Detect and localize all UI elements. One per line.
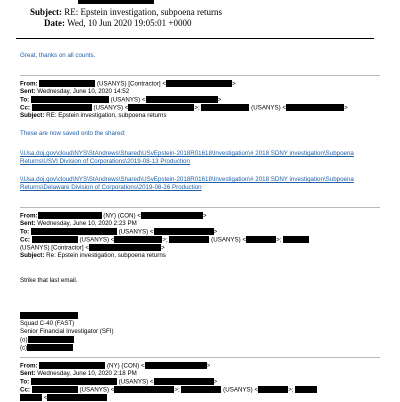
redaction <box>166 80 232 87</box>
redaction <box>128 104 194 111</box>
header-date-label: Date: <box>44 18 65 28</box>
msg1-link1-line2[interactable]: Returns\USVI Division of Corporations\2019-08-13 Production <box>20 158 190 165</box>
redaction <box>32 236 78 243</box>
redaction <box>145 362 207 369</box>
msg1-sent-line: Sent: Wednesday, June 10, 2020 14:52 <box>20 88 130 95</box>
signature-office-phone: (o) <box>20 336 74 344</box>
header-subject-row <box>30 7 222 18</box>
msg1-subject-line: Subject: RE: Epstein investigation, subpoena returns <box>20 112 167 119</box>
msg1-link1-line1[interactable]: \\Usa.doj.gov\cloud\NYS\StAndrews\Shared\USvEpstein-2018R01618\Investigation\# 2018 SDNY investigation\Subpoena <box>20 150 354 157</box>
signature-title: Senior Financial Investigator (SFI) <box>20 328 114 335</box>
signature-cell-phone: (c) <box>20 344 73 352</box>
redaction <box>295 386 317 393</box>
redaction <box>27 344 73 351</box>
redaction <box>146 96 218 103</box>
signature-squad: Squad C-40 (FAST) <box>20 320 75 327</box>
redaction <box>39 362 105 369</box>
separator-1 <box>20 75 380 76</box>
reply-top-text: Great, thanks on all counts. <box>20 52 96 59</box>
msg1-cc-line: Cc: (USANYS) < >; (USANYS) < > <box>20 104 348 112</box>
redaction <box>114 386 174 393</box>
redaction <box>31 378 117 385</box>
msg3-cc-line2: < <box>20 394 107 402</box>
msg2-subject-line: Subject: Re: Epstein investigation, subpoena returns <box>20 252 166 259</box>
redaction <box>31 228 117 235</box>
separator-3 <box>20 357 380 358</box>
redaction <box>28 336 74 343</box>
msg3-to-line: To: (USANYS) < > <box>20 378 218 386</box>
header-date-value: Wed, 10 Jun 2020 19:05:01 +0000 <box>67 18 192 28</box>
msg1-from-line: From: (USANYS) [Contractor] < > <box>20 80 236 88</box>
redaction <box>32 104 92 111</box>
redaction <box>141 212 203 219</box>
redaction <box>181 386 221 393</box>
redaction <box>201 104 249 111</box>
msg3-sent-line: Sent: Wednesday, June 10, 2020 2:18 PM <box>20 370 137 377</box>
redaction <box>283 236 309 243</box>
redaction <box>246 236 276 243</box>
msg1-to-line: To: (USANYS) < > <box>20 96 222 104</box>
redaction <box>286 104 344 111</box>
redaction <box>38 212 102 219</box>
redaction <box>89 244 161 251</box>
header-date-row <box>44 18 191 29</box>
redaction <box>154 378 214 385</box>
redaction <box>39 80 95 87</box>
msg3-cc-line: Cc: (USANYS) < >; (USANYS) < >; <box>20 386 317 394</box>
msg2-body: Strike that last email. <box>20 277 78 284</box>
msg2-cc-line: Cc: (USANYS) < >; (USANYS) < >; <box>20 236 309 244</box>
redaction <box>114 236 162 243</box>
redaction <box>169 236 209 243</box>
header-subject-value: RE: Epstein investigation, subpoena returns <box>64 7 222 17</box>
redaction <box>31 96 109 103</box>
msg3-from-line: From: (NY) (CON) < > <box>20 362 211 370</box>
header-subject-label: Subject: <box>30 7 62 17</box>
msg2-sent-line: Sent: Wednesday, June 10, 2020 2:23 PM <box>20 220 137 227</box>
signature-name-redaction <box>20 312 78 320</box>
msg1-link2-line1[interactable]: \\Usa.doj.gov\cloud\NYS\StAndrews\Shared\USvEpstein-2018R01618\Investigation\# 2018 SDNY investigation\Subpoena <box>20 176 354 183</box>
msg2-cc-line2: (USANYS) [Contractor] < > <box>20 244 165 252</box>
msg1-body: These are now saved onto the shared: <box>20 130 126 137</box>
redaction <box>32 386 78 393</box>
redaction <box>154 228 214 235</box>
msg2-from-line: From: (NY) (CON) < > <box>20 212 207 220</box>
msg1-link2-line2[interactable]: Returns\Delaware Division of Corporations\2019-08-26 Production <box>20 184 202 191</box>
redaction <box>258 386 288 393</box>
separator-2 <box>20 207 380 208</box>
header-divider <box>16 38 374 39</box>
msg2-to-line: To: (USANYS) < > <box>20 228 218 236</box>
